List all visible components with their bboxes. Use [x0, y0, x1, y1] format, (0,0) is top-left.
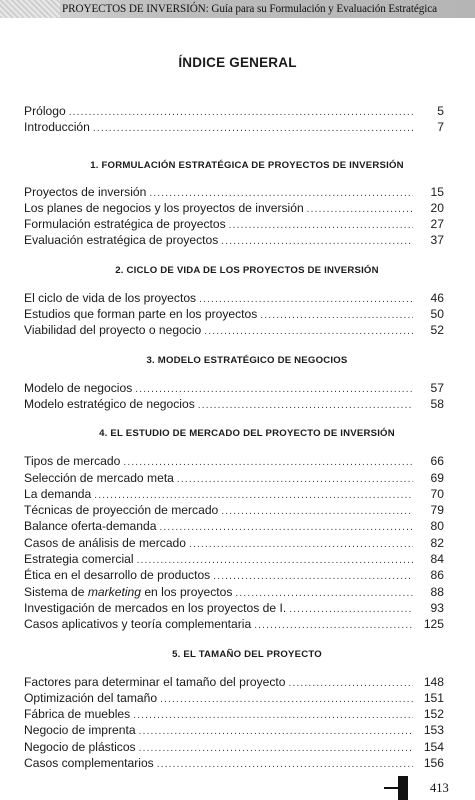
toc-entry	[24, 706, 444, 722]
dot-leader	[94, 488, 413, 502]
toc-entry	[24, 103, 444, 119]
dot-leader	[93, 121, 413, 135]
dot-leader	[133, 708, 413, 722]
dot-leader	[135, 382, 413, 396]
footer-tab-mark	[398, 776, 408, 800]
toc-entry	[24, 380, 444, 396]
toc-entry-page: 151	[423, 690, 444, 705]
toc-entry-label: Balance oferta-demanda	[24, 519, 157, 534]
toc-entry	[24, 322, 444, 338]
toc-entry-label: Técnicas de proyección de mercado	[24, 503, 219, 518]
toc-entry-label: Introducción	[24, 120, 90, 135]
preliminary-group	[24, 103, 444, 136]
toc-entry-label: Casos complementarios	[24, 756, 154, 771]
toc-entry-page: 82	[430, 535, 444, 550]
toc-entry	[24, 306, 444, 322]
header-texture	[0, 0, 60, 18]
toc-entry-label: Estudios que forman parte en los proyectos	[24, 307, 258, 322]
toc-entry-label-start: Sistema de	[24, 584, 88, 599]
section-heading-5: 5. EL TAMAÑO DEL PROYECTO	[172, 648, 322, 660]
toc-entry-label: Estrategia comercial	[24, 552, 134, 567]
dot-leader	[69, 105, 413, 119]
toc-entry	[24, 551, 444, 567]
toc-entry	[24, 567, 444, 583]
toc-entry-page: 84	[430, 552, 444, 567]
section-3-entries	[24, 380, 444, 413]
dot-leader	[139, 741, 413, 755]
dot-leader	[157, 757, 413, 771]
dot-leader	[137, 553, 413, 567]
dot-leader	[177, 472, 413, 486]
toc-entry	[24, 616, 444, 632]
toc-entry-page: 125	[423, 617, 444, 632]
toc-entry-page: 93	[430, 600, 444, 615]
toc-entry-page: 154	[423, 739, 444, 754]
dot-leader	[149, 186, 413, 200]
toc-entry-label: Negocio de plásticos	[24, 739, 136, 754]
page-number: 413	[430, 781, 449, 795]
toc-entry-page: 7	[437, 120, 444, 135]
toc-entry	[24, 184, 444, 200]
toc-entry-page: 37	[430, 233, 444, 248]
toc-entry	[24, 535, 444, 551]
toc-entry	[24, 232, 444, 248]
toc-entry-label: Optimización del tamaño	[24, 690, 158, 705]
dot-leader	[199, 292, 413, 306]
toc-entry-label: Prólogo	[24, 104, 66, 118]
toc-entry	[24, 600, 444, 616]
dot-leader	[123, 455, 413, 469]
section-heading-3: 3. MODELO ESTRATÉGICO DE NEGOCIOS	[146, 354, 348, 366]
toc-entry	[24, 584, 444, 600]
dot-leader	[289, 602, 413, 616]
toc-entry-page: 79	[430, 503, 444, 518]
toc-entry-page: 152	[423, 707, 444, 722]
toc-entry	[24, 739, 444, 755]
toc-entry-page: 88	[430, 584, 444, 599]
table-of-contents	[24, 103, 444, 771]
toc-entry-label: Negocio de imprenta	[24, 723, 136, 738]
toc-entry-page: 148	[423, 674, 444, 689]
toc-entry-page: 50	[430, 307, 444, 322]
toc-entry	[24, 502, 444, 518]
toc-entry	[24, 470, 444, 486]
toc-entry-label: Casos aplicativos y teoría complementaria	[24, 617, 252, 632]
section-heading-1: 1. FORMULACIÓN ESTRATÉGICA DE PROYECTOS DE INVERSIÓN	[90, 159, 404, 171]
toc-entry-label: Tipos de mercado	[24, 454, 121, 469]
toc-entry	[24, 290, 444, 306]
toc-entry-label: Evaluación estratégica de proyectos	[24, 233, 219, 248]
toc-entry-label: Los planes de negocios y los proyectos de inversión	[24, 200, 304, 215]
toc-entry-label	[24, 584, 232, 600]
toc-entry	[24, 396, 444, 412]
dot-leader	[260, 308, 413, 322]
section-1-entries	[24, 184, 444, 249]
toc-entry-page: 70	[430, 486, 444, 501]
toc-entry	[24, 119, 444, 135]
section-heading-4: 4. EL ESTUDIO DE MERCADO DEL PROYECTO DE INVERSIÓN	[99, 428, 395, 440]
toc-entry-label: Factores para determinar el tamaño del proyecto	[24, 674, 286, 689]
toc-entry-page: 27	[430, 217, 444, 232]
toc-entry-page: 46	[430, 290, 444, 305]
dot-leader	[229, 218, 413, 232]
toc-entry-label: La demanda	[24, 486, 92, 501]
toc-entry	[24, 755, 444, 771]
section-2-entries	[24, 290, 444, 339]
dot-leader	[139, 724, 413, 738]
toc-entry-label: Fábrica de muebles	[24, 707, 131, 722]
toc-entry	[24, 518, 444, 534]
toc-entry-label: Ética en el desarrollo de productos	[24, 568, 211, 583]
toc-entry	[24, 722, 444, 738]
dot-leader	[221, 504, 413, 518]
dot-leader	[307, 202, 413, 216]
dot-leader	[254, 618, 413, 632]
dot-leader	[213, 569, 413, 583]
page-title: ÍNDICE GENERAL	[178, 55, 297, 70]
toc-entry	[24, 690, 444, 706]
toc-entry-page: 15	[430, 184, 444, 199]
toc-entry-label: Casos de análisis de mercado	[24, 535, 187, 550]
toc-entry-label: Formulación estratégica de proyectos	[24, 217, 226, 232]
toc-entry-label: El ciclo de vida de los proyectos	[24, 290, 197, 305]
toc-entry-page: 153	[423, 723, 444, 738]
dot-leader	[198, 398, 413, 412]
header-title: PROYECTOS DE INVERSIÓN: Guía para su Formulación y Evaluación Estratégica	[62, 3, 437, 15]
toc-entry-page: 86	[430, 568, 444, 583]
section-heading-2: 2. CICLO DE VIDA DE LOS PROYECTOS DE INVERSIÓN	[115, 264, 379, 276]
dot-leader	[221, 234, 413, 248]
section-4-entries	[24, 453, 444, 632]
toc-entry-label: Modelo de negocios	[24, 380, 133, 395]
running-header	[0, 0, 475, 18]
toc-entry-label-italic: marketing	[87, 584, 141, 599]
dot-leader	[204, 324, 413, 338]
toc-entry	[24, 453, 444, 469]
toc-entry-page: 58	[430, 396, 444, 411]
toc-entry-page: 5	[437, 104, 444, 118]
dot-leader	[289, 676, 414, 690]
toc-entry	[24, 486, 444, 502]
toc-entry-label: Selección de mercado meta	[24, 470, 174, 485]
dot-leader	[159, 520, 413, 534]
toc-entry-page: 69	[430, 470, 444, 485]
toc-entry-page: 20	[430, 200, 444, 215]
toc-entry-page: 156	[423, 756, 444, 771]
toc-entry-page: 52	[430, 323, 444, 338]
toc-entry-label: Viabilidad del proyecto o negocio	[24, 323, 202, 338]
toc-entry-page: 57	[430, 380, 444, 395]
toc-entry	[24, 674, 444, 690]
toc-entry-label-end: en los proyectos	[140, 584, 233, 599]
toc-entry-label: Investigación de mercados en los proyectos de I.	[24, 600, 287, 615]
toc-entry	[24, 200, 444, 216]
dot-leader	[235, 586, 413, 600]
toc-entry-page: 80	[430, 519, 444, 534]
toc-entry-label: Modelo estratégico de negocios	[24, 396, 195, 411]
toc-entry-page: 66	[430, 454, 444, 469]
dot-leader	[160, 692, 413, 706]
dot-leader	[189, 537, 413, 551]
toc-entry	[24, 216, 444, 232]
section-5-entries	[24, 674, 444, 772]
toc-entry-label: Proyectos de inversión	[24, 184, 147, 199]
